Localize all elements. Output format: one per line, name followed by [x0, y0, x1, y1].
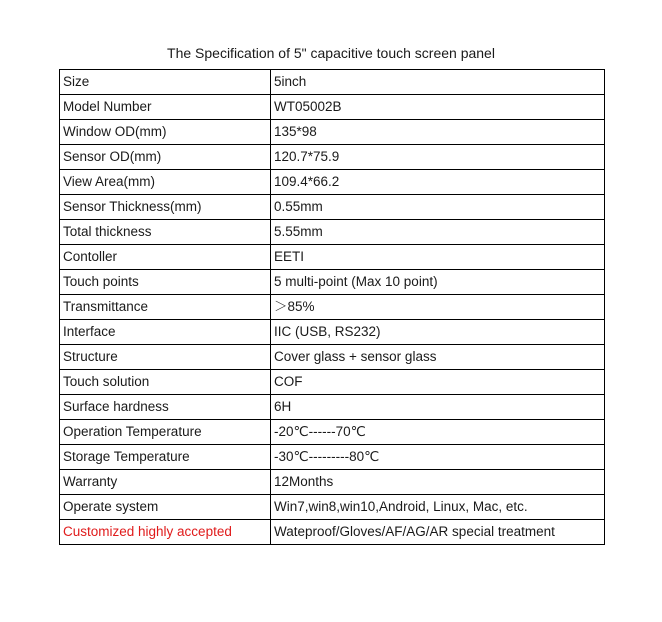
page-title: The Specification of 5" capacitive touch screen panel [167, 45, 495, 61]
table-row [60, 70, 605, 95]
spec-table [59, 69, 605, 545]
table-row [60, 520, 605, 545]
row-label: Storage Temperature [60, 445, 271, 470]
row-label: Operate system [60, 495, 271, 520]
row-label: Model Number [60, 95, 271, 120]
row-label: Operation Temperature [60, 420, 271, 445]
table-row [60, 145, 605, 170]
row-value: COF [271, 370, 605, 395]
row-value: 5inch [271, 70, 605, 95]
row-value: 0.55mm [271, 195, 605, 220]
row-label: Warranty [60, 470, 271, 495]
row-value: 135*98 [271, 120, 605, 145]
row-value: 120.7*75.9 [271, 145, 605, 170]
table-row [60, 270, 605, 295]
row-value: Wateproof/Gloves/AF/AG/AR special treatment [271, 520, 605, 545]
table-row [60, 495, 605, 520]
row-label: Window OD(mm) [60, 120, 271, 145]
table-row [60, 170, 605, 195]
row-value: 6H [271, 395, 605, 420]
row-label: Sensor OD(mm) [60, 145, 271, 170]
row-value: IIC (USB, RS232) [271, 320, 605, 345]
row-value: WT05002B [271, 95, 605, 120]
table-row [60, 395, 605, 420]
row-value: 12Months [271, 470, 605, 495]
row-value: Win7,win8,win10,Android, Linux, Mac, etc. [271, 495, 605, 520]
table-row [60, 470, 605, 495]
table-row [60, 295, 605, 320]
row-label: Touch points [60, 270, 271, 295]
row-value: -20℃------70℃ [271, 420, 605, 445]
row-label: Total thickness [60, 220, 271, 245]
row-value: 5 multi-point (Max 10 point) [271, 270, 605, 295]
row-label: View Area(mm) [60, 170, 271, 195]
table-row [60, 220, 605, 245]
row-label: Sensor Thickness(mm) [60, 195, 271, 220]
row-label: Transmittance [60, 295, 271, 320]
table-row [60, 95, 605, 120]
table-row [60, 345, 605, 370]
table-row [60, 195, 605, 220]
row-value: -30℃---------80℃ [271, 445, 605, 470]
table-row [60, 245, 605, 270]
table-row [60, 370, 605, 395]
row-label: Structure [60, 345, 271, 370]
row-value: ＞85% [271, 295, 605, 320]
row-value: 109.4*66.2 [271, 170, 605, 195]
row-value: Cover glass + sensor glass [271, 345, 605, 370]
table-row [60, 420, 605, 445]
row-label: Interface [60, 320, 271, 345]
table-row [60, 320, 605, 345]
row-value: EETI [271, 245, 605, 270]
customized-label: Customized highly accepted [60, 520, 271, 545]
row-label: Touch solution [60, 370, 271, 395]
row-label: Contoller [60, 245, 271, 270]
row-label: Size [60, 70, 271, 95]
row-value: 5.55mm [271, 220, 605, 245]
table-row [60, 445, 605, 470]
row-label: Surface hardness [60, 395, 271, 420]
table-row [60, 120, 605, 145]
